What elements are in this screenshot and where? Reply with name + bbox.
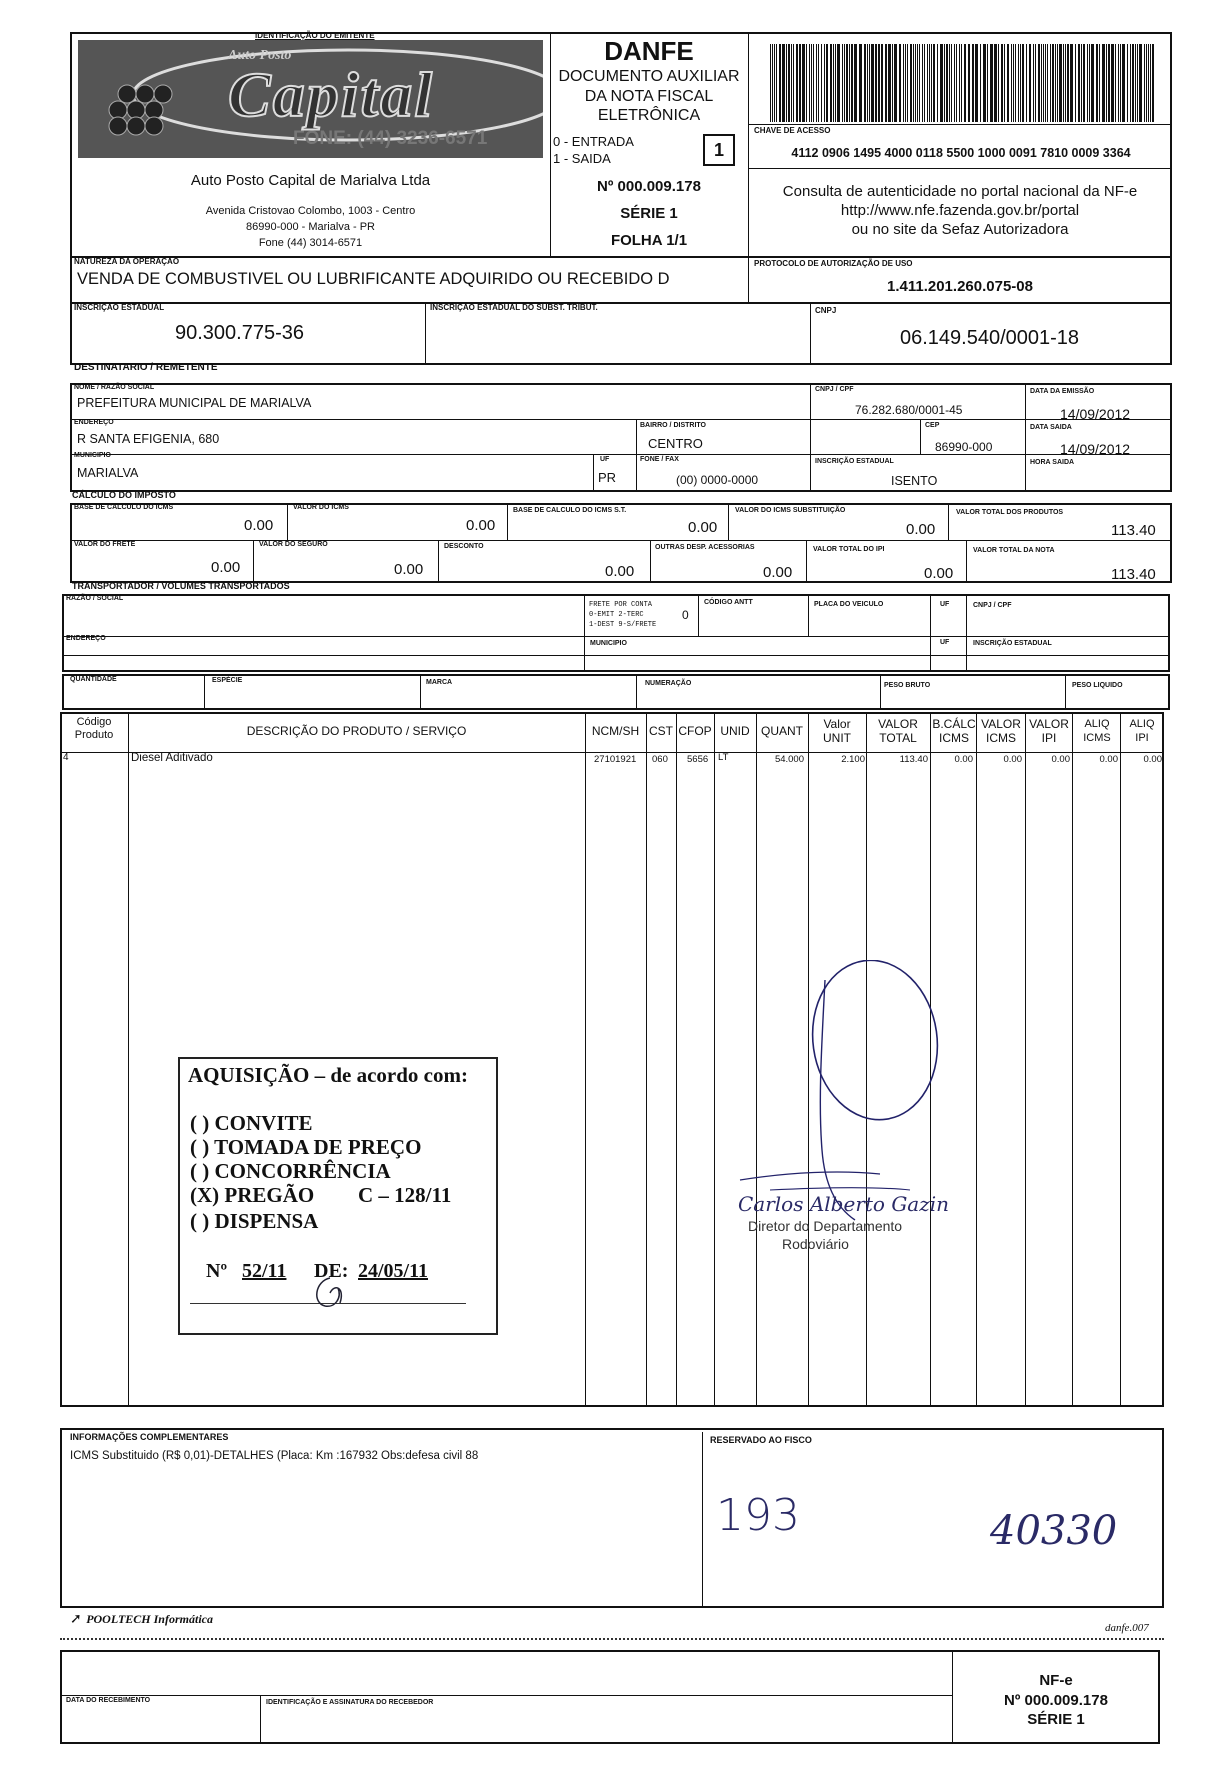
quantidade-label: QUANTIDADE — [70, 676, 117, 683]
seguro: 0.00 — [394, 561, 424, 578]
danfe-saida: 1 - SAIDA — [553, 151, 611, 166]
dest-uf-label: UF — [600, 456, 610, 463]
especie-label: ESPÉCIE — [212, 677, 243, 684]
dest-endereco-label: ENDEREÇO — [74, 419, 114, 426]
danfe-serie: SÉRIE 1 — [620, 205, 678, 222]
barcode-bar — [980, 44, 981, 122]
logo-text: Capital — [228, 59, 435, 130]
brand-arrow-icon: ➚ — [70, 1610, 82, 1626]
item-bcicms: 0.00 — [954, 754, 973, 765]
ie-label: INSCRIÇÃO ESTADUAL — [74, 303, 165, 312]
barcode-bar — [851, 44, 853, 122]
barcode-bar — [770, 44, 771, 122]
barcode-bar — [854, 44, 857, 122]
barcode-bar — [940, 44, 943, 122]
brand-mark — [70, 1610, 213, 1628]
dest-fone: (00) 0000-0000 — [676, 473, 759, 487]
barcode-bar — [1059, 44, 1062, 122]
desconto-label: DESCONTO — [444, 543, 484, 550]
barcode-bar — [1057, 44, 1058, 122]
barcode-bar — [869, 44, 870, 122]
col-aliqicms: ALIQ ICMS — [1083, 718, 1111, 744]
footer-serie: SÉRIE 1 — [1027, 1711, 1085, 1728]
barcode-bar — [776, 44, 777, 122]
aquisicao-stamp — [178, 1057, 498, 1335]
barcode-bar — [905, 44, 906, 122]
transportador-section-label: TRANSPORTADOR / VOLUMES TRANSPORTADOS — [72, 581, 290, 591]
brand-name: POOLTECH Informática — [86, 1612, 213, 1626]
logo-subtext: Auto Posto — [228, 48, 292, 63]
barcode-bar — [782, 44, 785, 122]
logo-phone: FONE: (44) 3236-6571 — [293, 128, 488, 149]
item-ncm: 27101921 — [594, 754, 637, 765]
col-unid: UNID — [720, 724, 750, 738]
barcode-bar — [774, 44, 775, 122]
danfe-entrada: 0 - ENTRADA — [553, 134, 634, 149]
valor-st: 0.00 — [906, 521, 936, 538]
destinatario-section-label: DESTINATARIO / REMETENTE — [74, 362, 218, 373]
danfe-numero: Nº 000.009.178 — [597, 178, 701, 195]
base-icms: 0.00 — [244, 517, 274, 534]
barcode-bar — [1081, 44, 1082, 122]
placa-label: PLACA DO VEICULO — [814, 601, 884, 608]
barcode-bar — [903, 44, 904, 122]
barcode-bar — [910, 44, 912, 122]
item-quant: 54.000 — [774, 754, 804, 765]
consulta-line-1: Consulta de autenticidade no portal nacional da NF-e — [782, 183, 1138, 200]
stamp-title: AQUISIÇÃO – de acordo com: — [188, 1063, 468, 1087]
signature-role-1: Diretor do Departamento — [748, 1218, 903, 1234]
form-id: danfe.007 — [1105, 1622, 1149, 1634]
emitente-section-label: IDENTIFICAÇÃO DO EMITENTE — [255, 31, 375, 40]
dest-municipio: MARIALVA — [77, 466, 139, 480]
danfe-subtitle-3: ELETRÔNICA — [597, 107, 701, 124]
barcode-bar — [811, 44, 812, 122]
frete-conta-1: FRETE POR CONTA — [589, 601, 653, 609]
desconto: 0.00 — [605, 563, 635, 580]
barcode-bar — [1047, 44, 1048, 122]
dest-cep: 86990-000 — [935, 440, 993, 454]
barcode-bar — [809, 44, 810, 122]
barcode-bar — [1026, 44, 1027, 122]
fisco-handwriting-2: 40330 — [990, 1508, 1118, 1554]
barcode-bar — [1087, 44, 1088, 122]
protocolo-label: PROTOCOLO DE AUTORIZAÇÃO DE USO — [754, 259, 913, 268]
barcode-bar — [1050, 44, 1051, 122]
barcode-bar — [917, 44, 918, 122]
dest-bairro-label: BAIRRO / DISTRITO — [640, 422, 706, 429]
total-prod-label: VALOR TOTAL DOS PRODUTOS — [956, 509, 1064, 516]
barcode-bar — [1115, 44, 1116, 122]
dest-emissao: 14/09/2012 — [1060, 406, 1131, 422]
barcode-bar — [1063, 44, 1064, 122]
dest-ie: ISENTO — [891, 474, 938, 488]
barcode-bar — [818, 44, 819, 122]
barcode-bar — [913, 44, 914, 122]
stamp-initials — [300, 1273, 360, 1313]
total-prod: 113.40 — [1111, 522, 1156, 539]
barcode-bar — [833, 44, 834, 122]
dest-nome: PREFEITURA MUNICIPAL DE MARIALVA — [77, 396, 312, 410]
barcode-bar — [1018, 44, 1019, 122]
barcode-bar — [1013, 44, 1014, 122]
barcode-bar — [956, 44, 957, 122]
ipi: 0.00 — [924, 565, 954, 582]
barcode-bar — [1070, 44, 1073, 122]
barcode — [770, 44, 1155, 122]
chave-value: 4112 0906 1495 4000 0118 5500 1000 0091 7810 0009 3364 — [791, 146, 1131, 160]
barcode-bar — [1130, 44, 1131, 122]
item-aliqicms: 0.00 — [1099, 754, 1118, 765]
dest-cnpj: 76.282.680/0001-45 — [855, 403, 963, 417]
barcode-bar — [1144, 44, 1145, 122]
barcode-bar — [1118, 44, 1119, 122]
emitente-logo — [78, 40, 543, 158]
item-vipi: 0.00 — [1051, 754, 1070, 765]
barcode-bar — [821, 44, 822, 122]
barcode-bar — [1078, 44, 1080, 122]
trans-cnpj-label: CNPJ / CPF — [973, 602, 1012, 609]
barcode-bar — [878, 44, 880, 122]
valor-icms: 0.00 — [466, 517, 496, 534]
item-cfop: 5656 — [687, 754, 709, 765]
trans-uf-label: UF — [940, 601, 950, 608]
imposto-section-label: CÁLCULO DO IMPOSTO — [72, 490, 176, 500]
barcode-bar — [1106, 44, 1107, 122]
barcode-bar — [1067, 44, 1069, 122]
barcode-bar — [1127, 44, 1128, 122]
barcode-bar — [1075, 44, 1076, 122]
barcode-bar — [931, 44, 932, 122]
dest-endereco: R SANTA EFIGENIA, 680 — [77, 432, 220, 446]
trans-ie-label: INSCRIÇÃO ESTADUAL — [973, 640, 1052, 647]
barcode-bar — [1132, 44, 1134, 122]
dest-nome-label: NOME / RAZÃO SOCIAL — [74, 384, 155, 391]
barcode-bar — [885, 44, 887, 122]
emitente-phone: Fone (44) 3014-6571 — [258, 237, 363, 249]
base-icms-label: BASE DE CALCULO DO ICMS — [74, 504, 174, 511]
dest-cnpj-label: CNPJ / CPF — [815, 386, 854, 393]
cut-line — [60, 1638, 1164, 1640]
barcode-bar — [1139, 44, 1142, 122]
stamp-num-label: Nº — [206, 1260, 228, 1282]
barcode-bar — [944, 44, 945, 122]
barcode-bar — [892, 44, 893, 122]
barcode-bar — [772, 44, 773, 122]
barcode-bar — [844, 44, 845, 122]
danfe-tipo-box: 1 — [703, 134, 735, 166]
stamp-opt-dispensa: ( ) DISPENSA — [190, 1209, 319, 1233]
barcode-bar — [1150, 44, 1151, 122]
stamp-de-value: 24/05/11 — [358, 1260, 429, 1282]
danfe-folha: FOLHA 1/1 — [610, 232, 688, 249]
barcode-bar — [859, 44, 862, 122]
barcode-bar — [998, 44, 999, 122]
frete-conta-3: 1-DEST 9-S/FRETE — [589, 621, 657, 629]
barcode-bar — [1029, 44, 1031, 122]
consulta-line-3: ou no site da Sefaz Autorizadora — [851, 221, 1069, 238]
barcode-bar — [1111, 44, 1114, 122]
col-cst: CST — [649, 724, 673, 738]
barcode-bar — [983, 44, 986, 122]
barcode-bar — [835, 44, 836, 122]
barcode-bar — [1038, 44, 1040, 122]
razao-label: RAZÃO / SOCIAL — [66, 595, 124, 602]
barcode-bar — [1004, 44, 1005, 122]
barcode-bar — [1045, 44, 1046, 122]
danfe-subtitle-1: DOCUMENTO AUXILIAR — [558, 68, 740, 85]
barcode-bar — [1022, 44, 1024, 122]
barcode-bar — [842, 44, 843, 122]
barcode-bar — [975, 44, 978, 122]
col-descricao: DESCRIÇÃO DO PRODUTO / SERVIÇO — [246, 724, 467, 738]
barcode-bar — [987, 44, 988, 122]
dest-bairro: CENTRO — [648, 436, 703, 451]
dest-municipio-label: MUNICIPIO — [74, 452, 111, 459]
barcode-bar — [796, 44, 798, 122]
barcode-bar — [915, 44, 916, 122]
fisco-handwriting-1: 193 — [716, 1490, 800, 1541]
base-st: 0.00 — [688, 519, 718, 536]
valor-icms-label: VALOR DO ICMS — [293, 504, 349, 511]
barcode-bar — [894, 44, 897, 122]
barcode-bar — [888, 44, 891, 122]
barcode-bar — [959, 44, 960, 122]
stamp-pregao-ref: C – 128/11 — [358, 1183, 452, 1207]
dest-saida: 14/09/2012 — [1060, 441, 1131, 457]
complementares-text: ICMS Substituido (R$ 0,01)-DETALHES (Placa: Km :167932 Obs:defesa civil 88 — [70, 1450, 479, 1462]
dest-saida-label: DATA SAIDA — [1030, 424, 1072, 431]
barcode-bar — [799, 44, 801, 122]
barcode-bar — [1011, 44, 1012, 122]
trans-uf2-label: UF — [940, 639, 950, 646]
dest-ie-label: INSCRIÇÃO ESTADUAL — [815, 458, 894, 465]
barcode-bar — [816, 44, 817, 122]
barcode-bar — [951, 44, 952, 122]
barcode-bar — [824, 44, 825, 122]
outras-label: OUTRAS DESP. ACESSORIAS — [655, 544, 755, 551]
barcode-bar — [1083, 44, 1085, 122]
total-nota-label: VALOR TOTAL DA NOTA — [973, 547, 1055, 554]
peso-bruto-label: PESO BRUTO — [884, 682, 931, 689]
signature-role-2: Rodoviário — [782, 1236, 849, 1252]
barcode-bar — [927, 44, 928, 122]
item-cst: 060 — [652, 754, 668, 765]
col-aliqipi: ALIQ IPI — [1129, 718, 1155, 744]
danfe-subtitle-2: DA NOTA FISCAL — [584, 88, 714, 105]
complementares-label: INFORMAÇÕES COMPLEMENTARES — [70, 1432, 229, 1442]
barcode-bar — [826, 44, 828, 122]
seguro-label: VALOR DO SEGURO — [259, 541, 328, 548]
barcode-bar — [1091, 44, 1094, 122]
protocolo-value: 1.411.201.260.075-08 — [887, 278, 1033, 295]
dest-hora-label: HORA SAIDA — [1030, 459, 1075, 466]
fisco-label: RESERVADO AO FISCO — [710, 1435, 812, 1445]
stamp-num-value: 52/11 — [242, 1260, 287, 1282]
peso-liquido-label: PESO LIQUIDO — [1072, 682, 1123, 689]
item-vunit: 2.100 — [841, 754, 865, 765]
col-quant: QUANT — [761, 724, 803, 738]
col-ncm: NCM/SH — [591, 724, 640, 738]
footer-numero: Nº 000.009.178 — [1004, 1692, 1108, 1709]
barcode-bar — [1041, 44, 1042, 122]
barcode-bar — [937, 44, 938, 122]
natureza-label: NATUREZA DA OPERAÇÃO — [74, 257, 180, 266]
chave-label: CHAVE DE ACESSO — [754, 126, 831, 135]
emitente-city: 86990-000 - Marialva - PR — [245, 221, 375, 233]
barcode-bar — [837, 44, 840, 122]
barcode-bar — [968, 44, 970, 122]
barcode-bar — [1043, 44, 1044, 122]
barcode-bar — [791, 44, 792, 122]
barcode-bar — [802, 44, 805, 122]
frete: 0.00 — [211, 559, 241, 576]
dest-emissao-label: DATA DA EMISSÃO — [1030, 388, 1095, 395]
barcode-bar — [919, 44, 920, 122]
barcode-bar — [1089, 44, 1090, 122]
item-aliqipi: 0.00 — [1143, 754, 1162, 765]
trans-municipio-label: MUNICIPIO — [590, 640, 627, 647]
barcode-bar — [990, 44, 993, 122]
barcode-bar — [1137, 44, 1138, 122]
barcode-bar — [793, 44, 794, 122]
barcode-bar — [1033, 44, 1034, 122]
barcode-bar — [954, 44, 955, 122]
barcode-bar — [1096, 44, 1098, 122]
footer-nfe: NF-e — [1039, 1672, 1073, 1689]
col-vipi: VALOR IPI — [1029, 717, 1069, 745]
barcode-bar — [933, 44, 935, 122]
barcode-bar — [961, 44, 962, 122]
assinatura-label: IDENTIFICAÇÃO E ASSINATURA DO RECEBEDOR — [266, 1699, 434, 1706]
trans-endereco-label: ENDEREÇO — [66, 635, 106, 642]
barcode-bar — [786, 44, 787, 122]
barcode-bar — [1148, 44, 1149, 122]
barcode-bar — [964, 44, 966, 122]
barcode-bar — [1102, 44, 1105, 122]
item-vicms: 0.00 — [1003, 754, 1022, 765]
col-codigo: Código Produto — [74, 716, 114, 741]
dest-uf: PR — [598, 470, 617, 485]
barcode-bar — [871, 44, 874, 122]
stamp-opt-pregao: (X) PREGÃO — [190, 1183, 315, 1207]
signature — [730, 960, 990, 1280]
item-unid: LT — [718, 752, 729, 763]
frete-conta-value: 0 — [682, 608, 689, 622]
barcode-bar — [1035, 44, 1036, 122]
stamp-opt-tomada: ( ) TOMADA DE PREÇO — [190, 1135, 422, 1159]
barcode-bar — [929, 44, 930, 122]
barcode-bar — [1015, 44, 1016, 122]
cnpj-value: 06.149.540/0001-18 — [900, 327, 1080, 349]
col-vunit: Valor UNIT — [823, 717, 851, 745]
barcode-bar — [1135, 44, 1136, 122]
col-bcicms: B.CÁLC ICMS — [932, 717, 976, 745]
barcode-bar — [875, 44, 877, 122]
valor-st-label: VALOR DO ICMS SUBSTITUIÇÃO — [735, 507, 846, 514]
barcode-bar — [830, 44, 832, 122]
barcode-bar — [806, 44, 807, 122]
barcode-bar — [1108, 44, 1110, 122]
barcode-bar — [899, 44, 901, 122]
barcode-bar — [924, 44, 925, 122]
ie-value: 90.300.775-36 — [175, 322, 305, 344]
consulta-line-2: http://www.nfe.fazenda.gov.br/portal — [840, 202, 1080, 219]
col-cfop: CFOP — [678, 724, 712, 738]
stamp-opt-concorrencia: ( ) CONCORRÊNCIA — [190, 1159, 391, 1183]
outras: 0.00 — [763, 564, 793, 581]
natureza-value: VENDA DE COMBUSTIVEL OU LUBRIFICANTE ADQUIRIDO OU RECEBIDO D — [77, 270, 670, 288]
col-vicms: VALOR ICMS — [981, 717, 1021, 745]
item-descricao: Diesel Aditivado — [131, 752, 213, 764]
frete-label: VALOR DO FRETE — [74, 541, 136, 548]
barcode-bar — [1146, 44, 1147, 122]
numeracao-label: NUMERAÇÃO — [645, 680, 692, 687]
barcode-bar — [813, 44, 814, 122]
barcode-bar — [1099, 44, 1100, 122]
total-nota: 113.40 — [1111, 566, 1156, 583]
item-vtotal: 113.40 — [899, 754, 928, 765]
barcode-bar — [1120, 44, 1121, 122]
barcode-bar — [949, 44, 950, 122]
barcode-bar — [849, 44, 850, 122]
barcode-bar — [846, 44, 848, 122]
signature-name: Carlos Alberto Gazin — [738, 1192, 950, 1216]
barcode-bar — [1122, 44, 1125, 122]
stamp-de-label: DE: — [314, 1260, 349, 1282]
dest-cep-label: CEP — [925, 422, 940, 429]
barcode-bar — [922, 44, 923, 122]
barcode-bar — [867, 44, 868, 122]
dest-fone-label: FONE / FAX — [640, 456, 679, 463]
stamp-opt-convite: ( ) CONVITE — [190, 1111, 313, 1135]
emitente-address: Avenida Cristovao Colombo, 1003 - Centro — [205, 205, 416, 217]
barcode-bar — [864, 44, 866, 122]
barcode-bar — [1020, 44, 1021, 122]
base-st-label: BASE DE CALCULO DO ICMS S.T. — [513, 507, 627, 514]
item-codigo: 4 — [63, 752, 69, 763]
marca-label: MARCA — [426, 679, 453, 686]
ie-st-label: INSCRIÇÃO ESTADUAL DO SUBST. TRIBUT. — [430, 303, 598, 312]
barcode-bar — [779, 44, 781, 122]
barcode-bar — [788, 44, 790, 122]
emitente-name: Auto Posto Capital de Marialva Ltda — [190, 172, 431, 189]
barcode-bar — [946, 44, 948, 122]
recebimento-label: DATA DO RECEBIMENTO — [66, 1697, 151, 1704]
cnpj-label: CNPJ — [815, 306, 837, 315]
barcode-bar — [881, 44, 883, 122]
barcode-bar — [907, 44, 908, 122]
barcode-bar — [1007, 44, 1009, 122]
antt-label: CÓDIGO ANTT — [704, 599, 753, 606]
barcode-bar — [1052, 44, 1054, 122]
danfe-title: DANFE — [604, 36, 694, 66]
barcode-bar — [1001, 44, 1003, 122]
barcode-graphic — [770, 44, 1155, 122]
ipi-label: VALOR TOTAL DO IPI — [813, 546, 885, 553]
barcode-bar — [994, 44, 997, 122]
frete-conta-2: 0-EMIT 2-TERC — [589, 611, 644, 619]
col-vtotal: VALOR TOTAL — [878, 717, 918, 745]
barcode-bar — [1055, 44, 1056, 122]
barcode-bar — [1065, 44, 1066, 122]
barcode-bar — [972, 44, 974, 122]
barcode-bar — [1152, 44, 1154, 122]
